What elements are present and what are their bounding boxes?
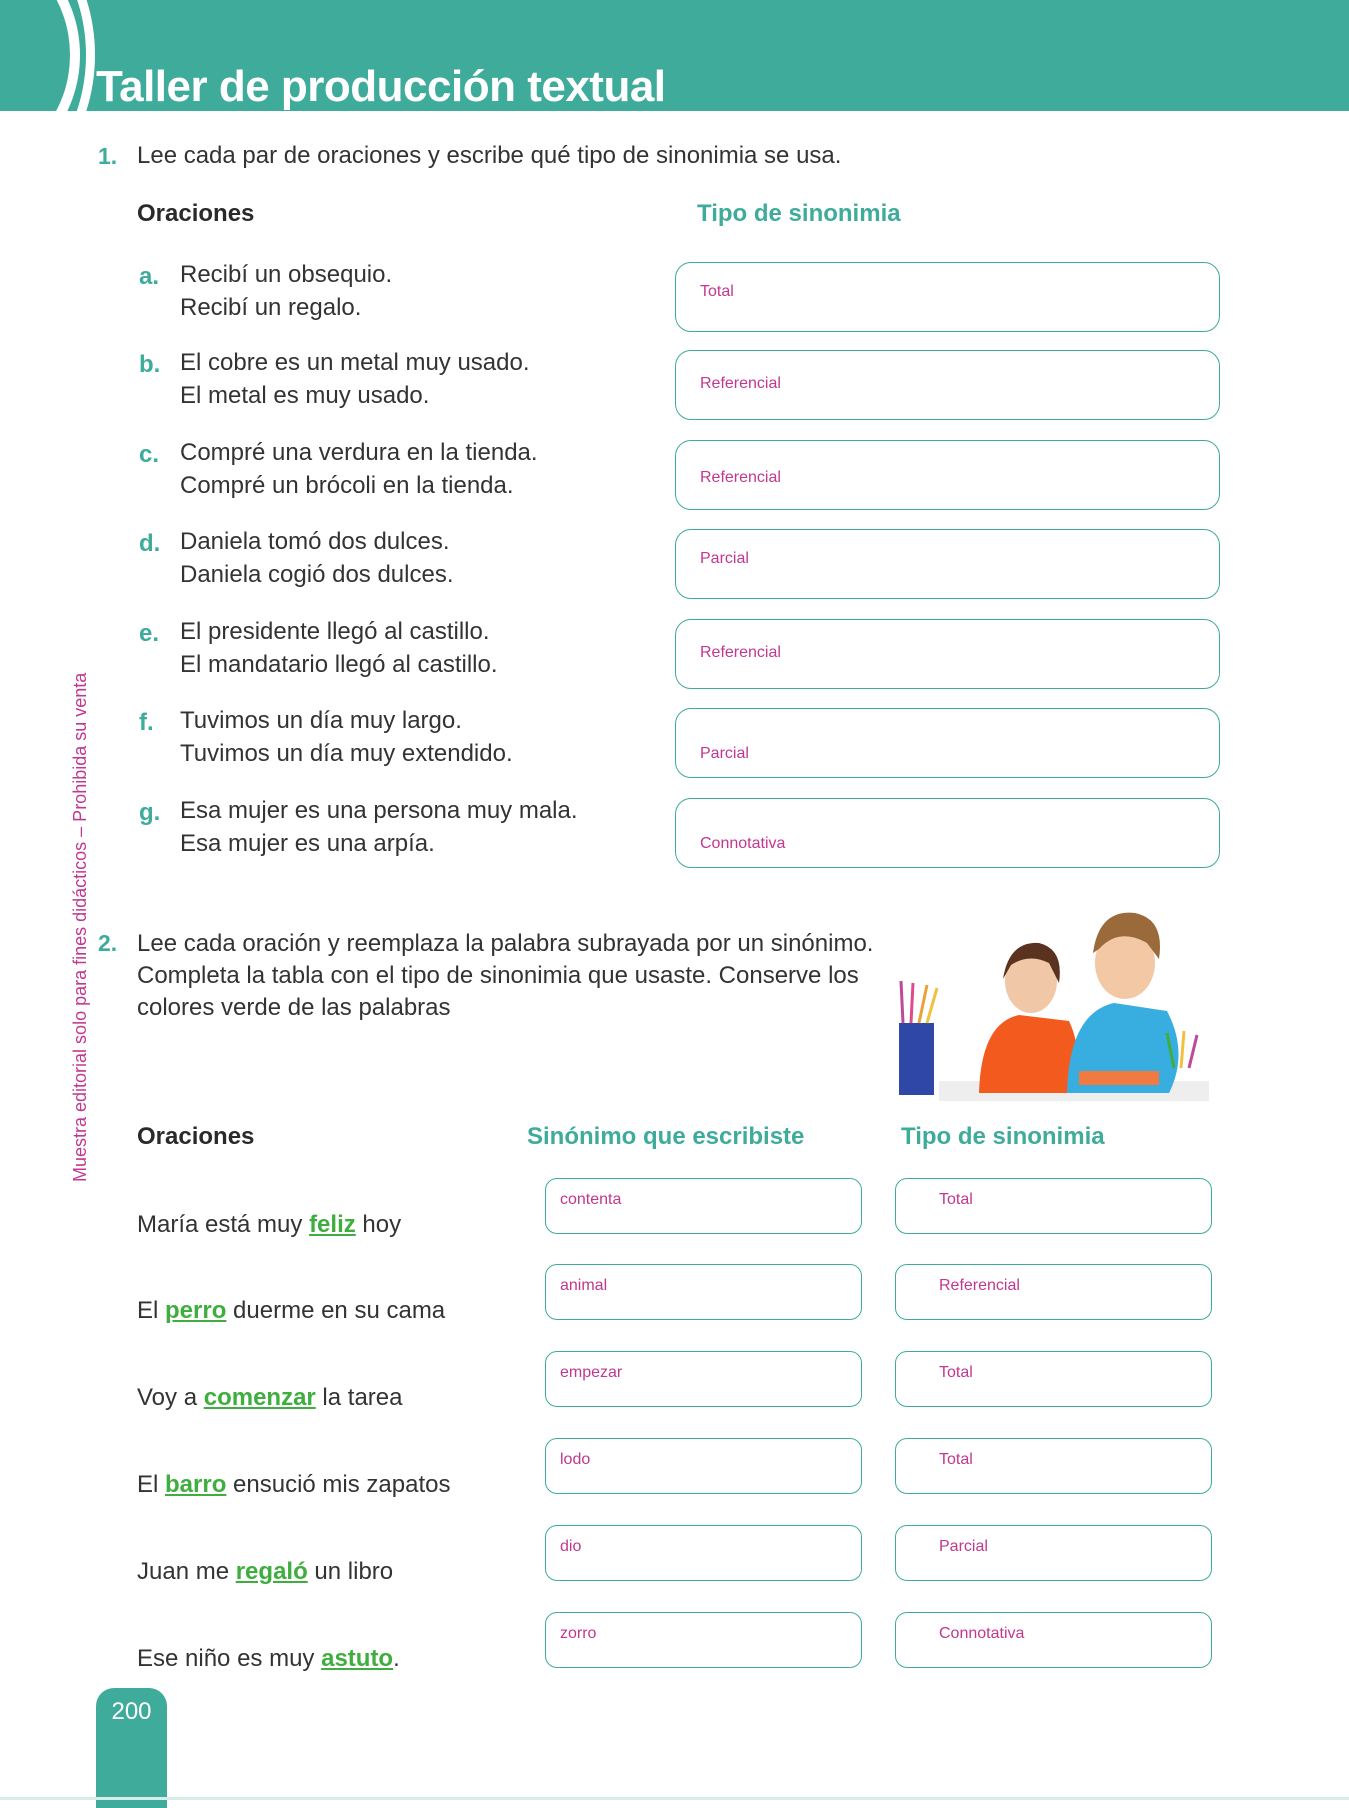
sentence-line: Tuvimos un día muy extendido. — [180, 740, 513, 767]
answer-text: Total — [939, 1364, 973, 1381]
answer-text: Total — [939, 1451, 973, 1468]
page-number-tab — [96, 1688, 167, 1808]
answer-text: zorro — [560, 1625, 597, 1642]
column-header-sentences: Oraciones — [137, 1123, 255, 1150]
synonym-field[interactable] — [545, 1264, 862, 1320]
underlined-word: comenzar — [203, 1384, 316, 1411]
synonym-field[interactable] — [545, 1438, 862, 1494]
column-header-sentences: Oraciones — [137, 200, 255, 227]
sentence — [137, 1642, 400, 1675]
answer-field-type[interactable] — [675, 619, 1220, 689]
answer-text: Parcial — [939, 1538, 988, 1555]
instruction-line: Completa la tabla con el tipo de sinonimia que usaste. Conserve los — [137, 962, 859, 989]
sentence-pair — [180, 346, 530, 412]
column-header-type: Tipo de sinonimia — [697, 200, 901, 227]
synonym-field[interactable] — [545, 1351, 862, 1407]
type-field[interactable] — [895, 1351, 1212, 1407]
synonym-field[interactable] — [545, 1525, 862, 1581]
answer-text: dio — [560, 1538, 582, 1555]
sentence-text: Voy a — [137, 1384, 204, 1411]
instruction-line: Lee cada oración y reemplaza la palabra subrayada por un sinónimo. — [137, 930, 874, 957]
type-field[interactable] — [895, 1178, 1212, 1234]
answer-text: lodo — [560, 1451, 591, 1468]
type-field[interactable] — [895, 1438, 1212, 1494]
sentence-line: Compré un brócoli en la tienda. — [180, 472, 514, 499]
sentence-pair — [180, 794, 578, 860]
students-photo — [899, 893, 1215, 1103]
item-letter: e. — [139, 620, 160, 647]
type-field[interactable] — [895, 1612, 1212, 1668]
sentence-text: Ese niño es muy — [137, 1645, 322, 1672]
question-instruction: Lee cada par de oraciones y escribe qué tipo de sinonimia se usa. — [137, 142, 842, 169]
sentence — [137, 1208, 401, 1241]
type-field[interactable] — [895, 1264, 1212, 1320]
answer-text: Total — [939, 1191, 973, 1208]
sentence-line: El cobre es un metal muy usado. — [180, 349, 530, 376]
sentence-pair — [180, 525, 454, 591]
sentence-line: El metal es muy usado. — [180, 382, 430, 409]
synonym-field[interactable] — [545, 1612, 862, 1668]
sentence-pair — [180, 704, 513, 770]
answer-text: Referencial — [700, 644, 781, 661]
underlined-word: feliz — [309, 1211, 356, 1238]
item-letter: d. — [139, 530, 161, 557]
sentence — [137, 1555, 393, 1588]
answer-text: Parcial — [700, 550, 749, 567]
sentence-line: El presidente llegó al castillo. — [180, 618, 490, 645]
answer-text: Total — [700, 283, 734, 300]
sentence-line: Daniela cogió dos dulces. — [180, 561, 454, 588]
sentence-text: hoy — [355, 1211, 402, 1238]
answer-field-type[interactable] — [675, 440, 1220, 510]
instruction-line: colores verde de las palabras — [137, 994, 451, 1021]
underlined-word: barro — [165, 1471, 227, 1498]
sentence-pair — [180, 436, 538, 502]
answer-field-type[interactable] — [675, 350, 1220, 420]
answer-text: Referencial — [939, 1277, 1020, 1294]
decorative-arc — [0, 0, 95, 111]
question-number: 1. — [98, 143, 118, 169]
underlined-word: perro — [165, 1297, 227, 1324]
answer-text: Referencial — [700, 469, 781, 486]
sentence-line: Esa mujer es una arpía. — [180, 830, 435, 857]
sentence-text: Juan me — [137, 1558, 236, 1585]
item-letter: c. — [139, 441, 160, 468]
sentence — [137, 1381, 402, 1414]
item-letter: a. — [139, 263, 160, 290]
sentence-line: Esa mujer es una persona muy mala. — [180, 797, 578, 824]
synonym-field[interactable] — [545, 1178, 862, 1234]
answer-text: contenta — [560, 1191, 622, 1208]
answer-text: Connotativa — [939, 1625, 1025, 1642]
type-field[interactable] — [895, 1525, 1212, 1581]
sentence-text: ensució mis zapatos — [226, 1471, 451, 1498]
column-header-type: Tipo de sinonimia — [901, 1123, 1105, 1150]
answer-field-type[interactable] — [675, 798, 1220, 868]
answer-field-type[interactable] — [675, 529, 1220, 599]
answer-text: Referencial — [700, 375, 781, 392]
page-title: Taller de producción textual — [96, 62, 666, 111]
sentence-line: Daniela tomó dos dulces. — [180, 528, 450, 555]
sentence-line: Tuvimos un día muy largo. — [180, 707, 462, 734]
sentence — [137, 1294, 445, 1327]
sentence-text: El — [137, 1471, 166, 1498]
header-banner — [0, 0, 1349, 111]
item-letter: b. — [139, 351, 161, 378]
sentence-text: la tarea — [315, 1384, 403, 1411]
sentence-line: El mandatario llegó al castillo. — [180, 651, 498, 678]
side-note: Muestra editorial solo para fines didácticos – Prohibida su venta — [70, 672, 90, 1182]
answer-text: Parcial — [700, 745, 749, 762]
pencil-cup — [899, 1023, 934, 1095]
sentence-line: Compré una verdura en la tienda. — [180, 439, 538, 466]
sentence-pair — [180, 615, 498, 681]
answer-text: empezar — [560, 1364, 623, 1381]
underlined-word: astuto — [321, 1645, 394, 1672]
sentence-text: duerme en su cama — [226, 1297, 446, 1324]
question-instruction — [137, 928, 873, 1024]
sentence-text: María está muy — [137, 1211, 310, 1238]
sentence — [137, 1468, 450, 1501]
question-number: 2. — [98, 930, 118, 956]
answer-text: animal — [560, 1277, 608, 1294]
answer-field-type[interactable] — [675, 262, 1220, 332]
girl-shirt — [979, 1015, 1078, 1093]
page-number: 200 — [111, 1698, 152, 1725]
item-letter: f. — [139, 709, 154, 736]
sentence-text: un libro — [307, 1558, 394, 1585]
sentence-line: Recibí un regalo. — [180, 294, 362, 321]
answer-field-type[interactable] — [675, 708, 1220, 778]
sentence-text: El — [137, 1297, 166, 1324]
column-header-synonym: Sinónimo que escribiste — [527, 1123, 805, 1150]
sentence-text: . — [393, 1645, 400, 1672]
sentence-line: Recibí un obsequio. — [180, 261, 393, 288]
underlined-word: regaló — [235, 1558, 308, 1585]
sentence-pair — [180, 258, 392, 324]
item-letter: g. — [139, 799, 161, 826]
answer-text: Connotativa — [700, 835, 786, 852]
